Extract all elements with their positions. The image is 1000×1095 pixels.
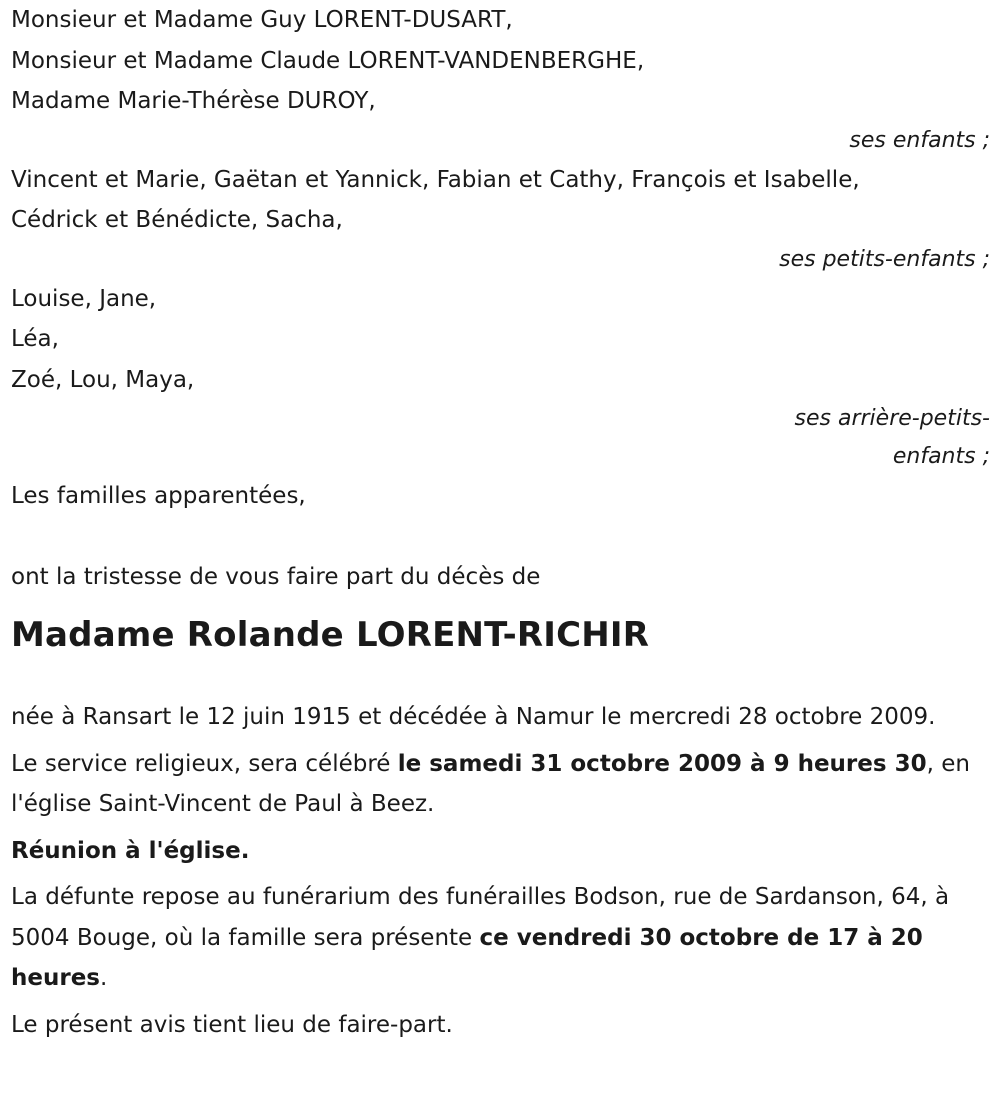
grandchildren-role: ses petits-enfants ; [779,246,990,272]
service-paragraph [11,744,990,825]
great-grandchildren-role [11,400,990,476]
service-prefix: Le service religieux, sera célébré [11,750,398,777]
great-grandchildren-role-line2: enfants ; [892,444,990,469]
grandchild-line: Vincent et Marie, Gaëtan et Yannick, Fabian et Cathy, François et Isabelle, [11,166,860,193]
rest-paragraph [11,877,990,999]
rest-time: ce vendredi 30 octobre de 17 à 20 heures [11,924,923,991]
meeting-paragraph [11,831,990,872]
service-suffix: , en l'église Saint-Vincent de Paul à Beez. [11,750,970,817]
service-date: le samedi 31 octobre 2009 à 9 heures 30 [397,750,927,777]
related-families: Les familles apparentées, [11,483,306,509]
rest-suffix: . [99,965,108,991]
children-role: ses enfants ; [849,127,990,153]
announcement-text: ont la tristesse de vous faire part du décès de [11,563,541,590]
birth-death-text: née à Ransart le 12 juin 1915 et décédée à Namur le mercredi 28 octobre 2009. [11,704,936,730]
great-grandchild-line: Léa, [11,326,59,352]
closing-text: Le présent avis tient lieu de faire-part. [11,1011,453,1038]
child-line: Madame Marie-Thérèse DUROY, [11,88,376,114]
great-grandchild-line: Zoé, Lou, Maya, [11,366,195,393]
great-grandchildren-section [11,279,990,477]
rest-prefix: La défunte repose au funérarium des funérailles Bodson, rue de Sardanson, 64, à 5004 Bouge, où la famille sera présente [11,884,950,951]
child-line: Monsieur et Madame Guy LORENT-DUSART, [11,7,513,33]
children-section [11,0,990,160]
grandchild-line: Cédrick et Bénédicte, Sacha, [11,207,343,233]
child-line: Monsieur et Madame Claude LORENT-VANDENBERGHE, [11,47,645,74]
spacer [11,517,990,557]
grandchildren-section [11,160,990,279]
great-grandchild-line: Louise, Jane, [11,285,157,312]
deceased-name: Madame Rolande LORENT-RICHIR [11,615,650,655]
great-grandchildren-role-line1: ses arrière-petits- [794,406,990,431]
meeting-text: Réunion à l'église. [11,837,250,864]
